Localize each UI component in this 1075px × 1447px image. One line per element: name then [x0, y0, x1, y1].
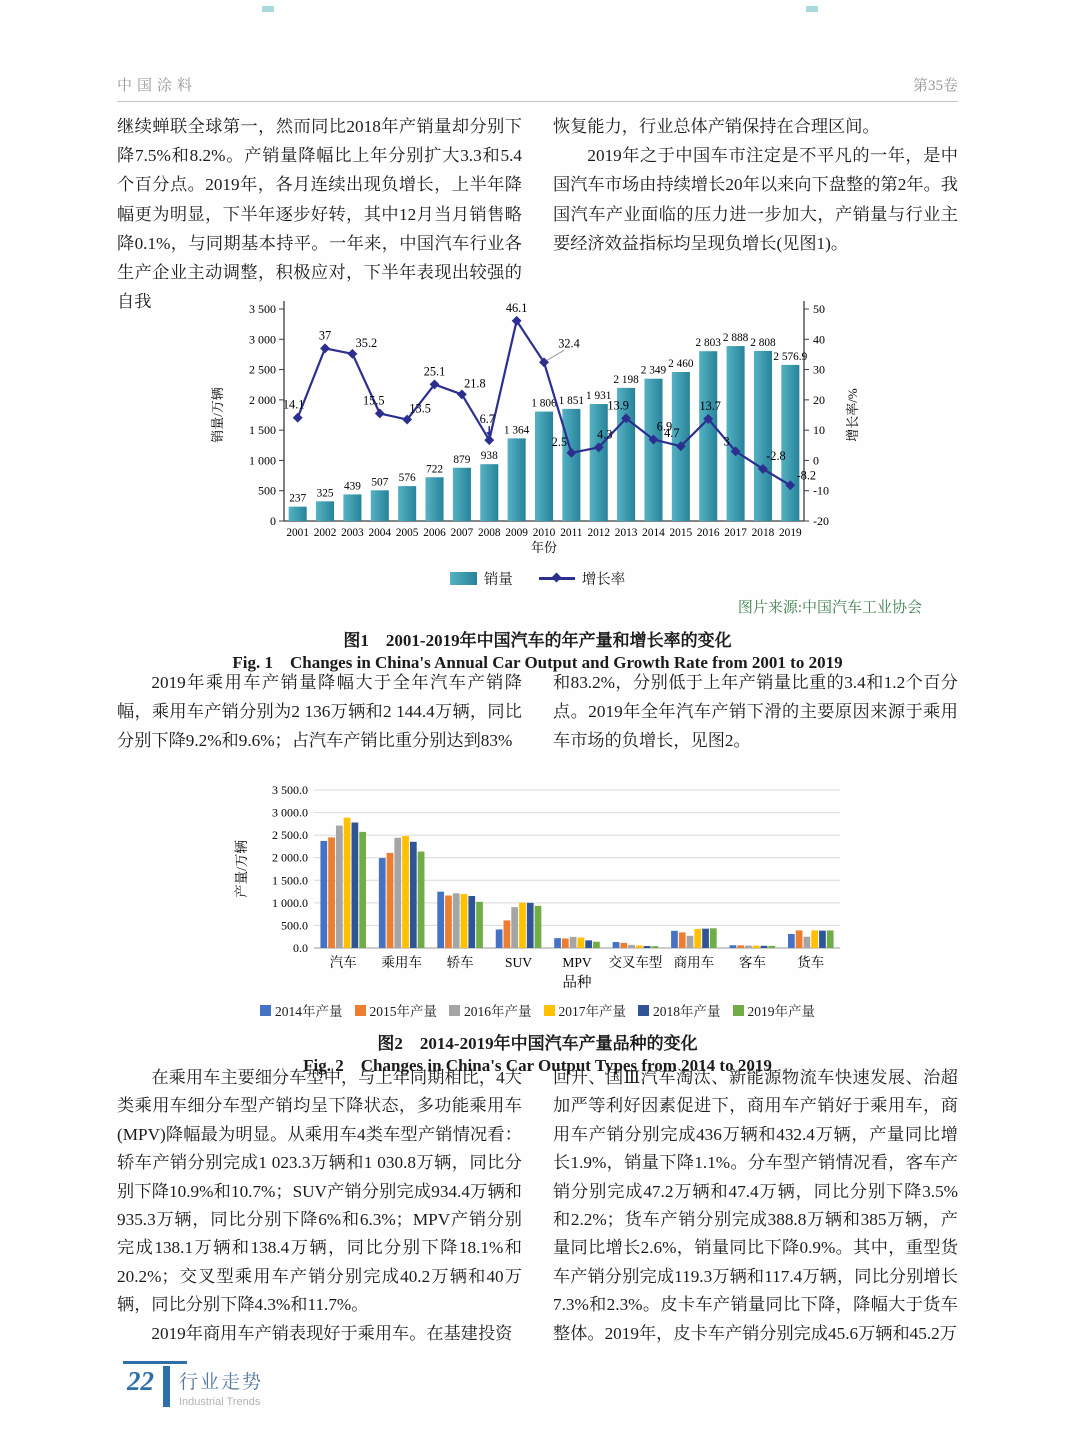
svg-text:年份: 年份: [530, 540, 557, 555]
figure1-caption-zh: 图1 2001-2019年中国汽车的年产量和增长率的变化: [343, 631, 732, 650]
svg-text:2015: 2015: [669, 527, 692, 539]
paragraph: 回升、国Ⅲ汽车淘汰、新能源物流车快速发展、治超加严等利好因素促进下，商用车产销好于乘用车，商用车产销分别完成436万辆和432.4万辆，产量同比增长1.9%，销量下降1.1%。分车型产销情况看，客车产销分别完成47.2万辆和47.4万辆，同比分别下降3.5%和2.2%；货车产销分别完成388.8万辆和385万辆，产量同比增长2.6%，销量同比下降0.9%。其中，重型货车产销分别完成119.3万辆和117.4万辆，同比分别增长7.3%和2.3%。皮卡车产销量同比下降，降幅大于货车整体。2019年，皮卡车产销分别完成45.6万辆和45.2万: [553, 1068, 958, 1343]
svg-text:13.7: 13.7: [698, 398, 721, 413]
svg-text:品种: 品种: [562, 975, 591, 991]
legend-label: 2014年产量: [275, 1004, 343, 1019]
svg-text:商用车: 商用车: [673, 955, 714, 970]
legend-label: 销量: [483, 572, 513, 588]
svg-text:交叉车型: 交叉车型: [607, 955, 662, 970]
svg-text:2016: 2016: [696, 527, 720, 539]
figure2-chart: [228, 780, 848, 992]
svg-text:3 500.0: 3 500.0: [271, 783, 308, 797]
legend-item: [260, 1000, 343, 1020]
footer-bar: [163, 1366, 170, 1407]
mid-left-column: [117, 668, 522, 756]
svg-text:21.8: 21.8: [463, 376, 486, 391]
figure2-legend: [117, 1000, 958, 1020]
svg-text:2001: 2001: [285, 527, 309, 539]
svg-text:2004: 2004: [367, 527, 391, 539]
paragraph: 2019年商用车产销表现好于乘用车。在基建投资: [151, 1323, 513, 1343]
svg-text:2019: 2019: [778, 527, 802, 539]
svg-text:2018: 2018: [751, 527, 774, 539]
svg-text:2 349: 2 349: [640, 364, 666, 377]
svg-text:2 500.0: 2 500.0: [271, 828, 308, 843]
svg-text:13.5: 13.5: [408, 401, 431, 416]
svg-text:3 500: 3 500: [248, 302, 276, 316]
legend-swatch-icon: [355, 1005, 366, 1016]
section-title-en: Industrial Trends: [179, 1396, 261, 1408]
svg-text:1 364: 1 364: [503, 424, 529, 437]
mid-right-column: [553, 668, 958, 756]
figure1-caption-en: Fig. 1 Changes in China's Annual Car Output and Growth Rate from 2001 to 2019: [232, 653, 843, 672]
svg-text:货车: 货车: [796, 955, 824, 970]
legend-label: 2016年产量: [464, 1004, 532, 1019]
legend-item-growth: [539, 568, 626, 589]
svg-text:1 500.0: 1 500.0: [271, 873, 308, 888]
svg-text:879: 879: [452, 453, 470, 466]
legend-item: [638, 1000, 721, 1020]
svg-text:2 500: 2 500: [248, 362, 276, 377]
svg-text:507: 507: [370, 476, 388, 489]
paragraph: 在乘用车主要细分车型中，与上年同期相比，4大类乘用车细分车型产销均呈下降状态，多功能乘用车(MPV)降幅最为明显。从乘用车4类车型产销情况看：轿车产销分别完成1 023.3万辆和1 030.8万辆，同比分别下降10.9%和10.7%；SUV产销分别完成934.4万辆和935.3万辆，同比分别下降6%和6.3%；MPV产销分别完成138.1万辆和138.4万辆，同比分别下降18.1%和20.2%；交叉型乘用车产销分别完成40.2万辆和40万辆，同比分别下降4.3%和11.7%。: [117, 1068, 522, 1315]
svg-text:2006: 2006: [422, 527, 446, 539]
svg-text:20: 20: [812, 392, 825, 407]
svg-text:2012: 2012: [586, 527, 610, 539]
svg-text:13.9: 13.9: [606, 398, 629, 413]
svg-text:增长率/%: 增长率/%: [844, 388, 860, 442]
page-number: 22: [127, 1366, 154, 1396]
figure1-legend: [117, 568, 958, 589]
svg-text:4.7: 4.7: [663, 426, 680, 441]
legend-item-sales: [450, 568, 513, 589]
svg-text:2 460: 2 460: [667, 357, 694, 370]
svg-text:2013: 2013: [614, 527, 637, 539]
svg-text:0.0: 0.0: [292, 941, 308, 955]
svg-text:2008: 2008: [477, 527, 501, 539]
legend-swatch-icon: [733, 1005, 744, 1016]
svg-text:2014: 2014: [641, 527, 665, 539]
svg-text:1 500: 1 500: [248, 423, 276, 438]
svg-text:客车: 客车: [738, 955, 766, 970]
intro-left-column: [117, 112, 522, 316]
legend-label: 2018年产量: [653, 1004, 721, 1019]
svg-text:938: 938: [480, 450, 498, 463]
crop-mark: [262, 6, 274, 12]
svg-text:37: 37: [318, 328, 331, 343]
svg-text:2011: 2011: [559, 527, 582, 539]
svg-text:40: 40: [812, 332, 825, 347]
bar-swatch-icon: [450, 572, 477, 585]
svg-text:1 851: 1 851: [558, 394, 584, 407]
svg-text:2009: 2009: [504, 527, 528, 539]
body-left-column: [117, 1064, 522, 1348]
svg-text:乘用车: 乘用车: [380, 955, 422, 970]
svg-text:轿车: 轿车: [446, 955, 474, 970]
svg-text:0: 0: [812, 453, 819, 468]
svg-text:1 931: 1 931: [585, 390, 611, 403]
paragraph: 2019年之于中国车市注定是不平凡的一年，是中国汽车市场由持续增长20年以来向下盘整的第2年。我国汽车产业面临的压力进一步加大，产销量与行业主要经济效益指标均呈现负增长(见图1)。: [553, 146, 958, 253]
svg-text:汽车: 汽车: [329, 955, 357, 970]
svg-text:2003: 2003: [340, 527, 364, 539]
body-right-column: [553, 1064, 958, 1348]
svg-text:500: 500: [257, 483, 276, 498]
svg-text:2 576.9: 2 576.9: [772, 350, 807, 363]
intro-right-column: [553, 112, 958, 316]
legend-item: [733, 1000, 816, 1020]
svg-text:576: 576: [398, 472, 416, 485]
svg-text:3 000: 3 000: [248, 332, 276, 347]
svg-text:-2.8: -2.8: [765, 448, 786, 463]
svg-text:500.0: 500.0: [280, 918, 308, 933]
svg-text:10: 10: [812, 423, 825, 438]
figure2-caption-zh: 图2 2014-2019年中国汽车产量品种的变化: [377, 1034, 698, 1053]
svg-text:14.1: 14.1: [282, 397, 304, 412]
svg-text:32.4: 32.4: [557, 336, 580, 351]
legend-swatch-icon: [638, 1005, 649, 1016]
svg-text:0: 0: [269, 514, 276, 528]
svg-text:2 803: 2 803: [694, 337, 721, 350]
intro-columns: [117, 112, 958, 316]
paragraph: 恢复能力，行业总体产销保持在合理区间。: [553, 117, 880, 136]
paragraph: 和83.2%，分别低于上年产销量比重的3.4和1.2个百分点。2019年全年汽车产销下滑的主要原因来源于乘用车市场的负增长，见图2。: [553, 673, 958, 751]
svg-text:3 000.0: 3 000.0: [271, 805, 308, 820]
svg-text:439: 439: [343, 480, 361, 493]
svg-text:2.5: 2.5: [551, 434, 567, 449]
figure2: [117, 780, 958, 1076]
paragraph: 2019年乘用车产销量降幅大于全年汽车产销降幅，乘用车产销分别为2 136万辆和2 144.4万辆，同比分别下降9.2%和9.6%；占汽车产销比重分别达到83%: [117, 673, 522, 751]
footer-rule: [123, 1361, 187, 1364]
legend-item: [355, 1000, 438, 1020]
svg-text:35.2: 35.2: [355, 335, 377, 350]
legend-label: 2015年产量: [369, 1004, 437, 1019]
svg-text:-20: -20: [812, 514, 829, 528]
svg-text:-10: -10: [812, 483, 829, 498]
svg-text:-8.2: -8.2: [796, 468, 816, 483]
svg-text:4.3: 4.3: [596, 427, 612, 442]
legend-label: 2019年产量: [747, 1004, 815, 1019]
paragraph: 继续蝉联全球第一，然而同比2018年产销量却分别下降7.5%和8.2%。产销量降幅比上年分别扩大3.3和5.4个百分点。2019年，各月连续出现负增长，上半年降幅更为明显，下半年逐步好转，其中12月当月销售略降0.1%，与同期基本持平。一年来，中国汽车行业各生产企业主动调整，积极应对，下半年表现出较强的自我: [117, 117, 522, 312]
body-columns: [117, 1064, 958, 1348]
svg-text:2 808: 2 808: [749, 336, 776, 349]
svg-text:237: 237: [288, 492, 306, 505]
svg-text:2 000: 2 000: [248, 392, 276, 407]
figure1-chart: [208, 291, 868, 563]
svg-text:30: 30: [812, 362, 825, 377]
svg-text:15.5: 15.5: [362, 393, 385, 408]
mid-columns: [117, 668, 958, 756]
svg-text:2002: 2002: [313, 527, 336, 539]
legend-item: [544, 1000, 627, 1020]
legend-label: 2017年产量: [558, 1004, 626, 1019]
svg-text:2 888: 2 888: [722, 332, 748, 345]
page-footer: [117, 1356, 263, 1408]
svg-text:2007: 2007: [450, 527, 473, 539]
svg-text:1 806: 1 806: [530, 397, 557, 410]
legend-label: 增长率: [581, 572, 626, 588]
svg-text:25.1: 25.1: [423, 364, 445, 379]
svg-text:SUV: SUV: [504, 955, 532, 970]
legend-swatch-icon: [544, 1005, 555, 1016]
svg-text:2010: 2010: [532, 527, 555, 539]
legend-item: [449, 1000, 532, 1020]
svg-text:1 000.0: 1 000.0: [271, 895, 308, 910]
svg-text:46.1: 46.1: [505, 300, 527, 315]
figure1: [117, 291, 958, 673]
page-number-block: [117, 1356, 263, 1408]
section-title: [179, 1364, 263, 1408]
svg-text:MPV: MPV: [561, 955, 592, 970]
section-title-zh: 行业走势: [179, 1372, 264, 1393]
journal-name: 中国涂料: [117, 78, 198, 94]
legend-swatch-icon: [449, 1005, 460, 1016]
svg-text:3: 3: [723, 434, 730, 449]
svg-text:722: 722: [425, 463, 443, 476]
svg-text:产量/万辆: 产量/万辆: [233, 840, 249, 898]
svg-text:50: 50: [812, 302, 825, 316]
crop-mark: [806, 6, 818, 12]
line-marker-icon: [539, 577, 575, 579]
volume-label: 第35卷: [912, 78, 958, 94]
svg-text:1 000: 1 000: [248, 453, 276, 468]
svg-text:6.7: 6.7: [479, 412, 495, 427]
figure1-source: 图片来源:中国汽车工业协会: [737, 600, 922, 616]
figure2-caption-en: Fig. 2 Changes in China's Car Output Types from 2014 to 2019: [303, 1056, 772, 1075]
svg-text:销量/万辆: 销量/万辆: [209, 387, 225, 443]
page-header: [117, 74, 958, 102]
svg-text:2 000.0: 2 000.0: [271, 850, 308, 865]
svg-text:2 198: 2 198: [612, 373, 639, 386]
svg-text:2005: 2005: [395, 527, 418, 539]
legend-swatch-icon: [260, 1005, 271, 1016]
svg-text:6.9: 6.9: [656, 419, 672, 434]
svg-text:325: 325: [316, 487, 334, 500]
svg-text:2017: 2017: [723, 527, 747, 539]
